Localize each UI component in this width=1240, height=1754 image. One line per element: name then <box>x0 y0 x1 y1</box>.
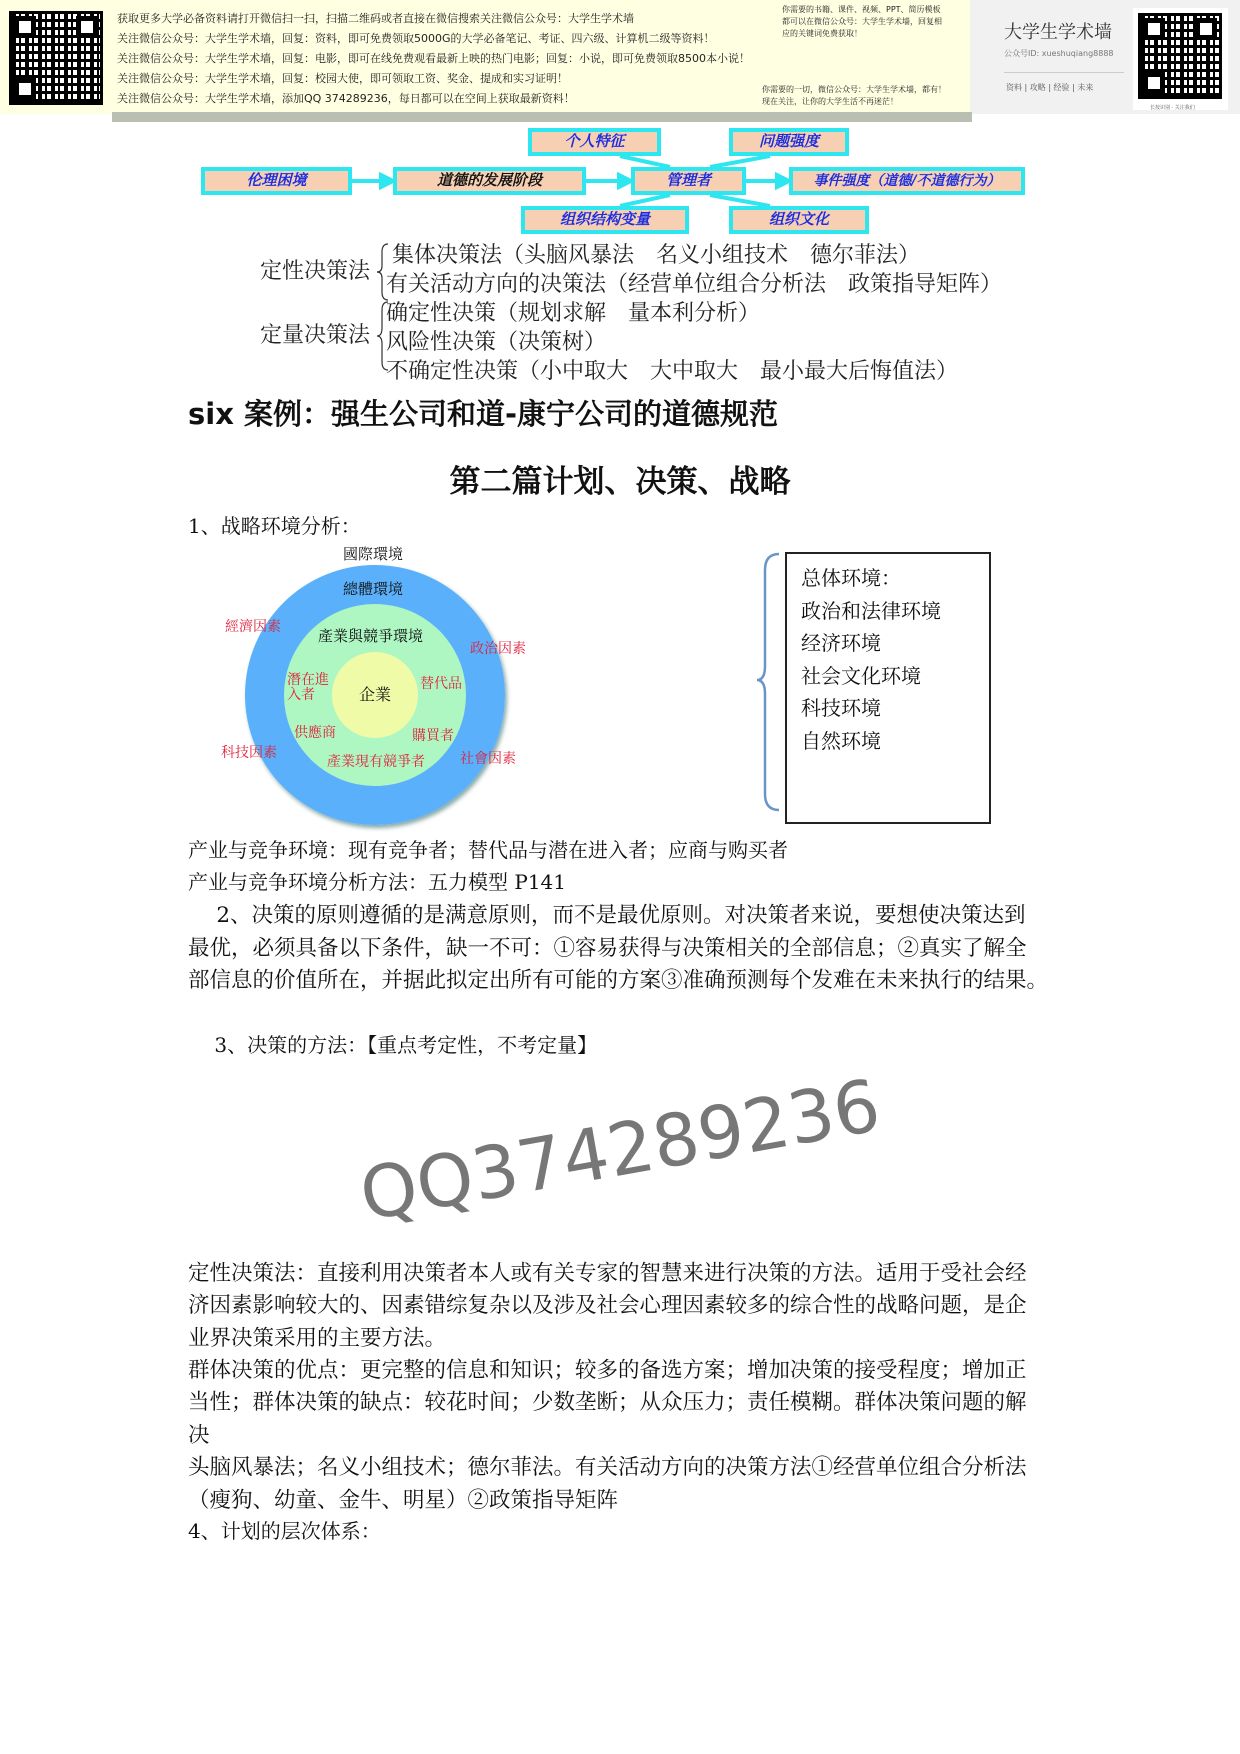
political-factor-label: 政治因素 <box>470 641 526 657</box>
paragraph-line: 产业与竞争环境分析方法：五力模型 P141 <box>188 870 566 894</box>
banner-line: 关注微信公众号：大学生学术墙，回复：校园大使，即可领取工资、奖金、提成和实习证明！ <box>117 72 568 85</box>
tech-factor-label: 科技因素 <box>221 745 277 761</box>
quantitative-item: 确定性决策（规划求解 量本利分析） <box>386 301 761 326</box>
substitutes-label: 替代品 <box>420 676 462 692</box>
banner-line: 关注微信公众号：大学生学术墙，回复：资料，即可免费领取5000G的大学必备笔记、考证、四六级、计算机二级等资料！ <box>117 32 715 45</box>
env-list-item: 自然环境 <box>801 728 881 753</box>
qualitative-item: 有关活动方向的决策法（经营单位组合分析法 政策指导矩阵） <box>386 272 1003 297</box>
industry-env-label: 產業與競爭環境 <box>318 627 424 645</box>
quantitative-item: 风险性决策（决策树） <box>386 330 607 355</box>
box-issue-intensity: 问题强度 <box>729 128 849 156</box>
box-issue-intensity-behavior: 事件强度（道德/不道德行为） <box>789 167 1025 195</box>
general-env-label: 總體環境 <box>343 580 404 598</box>
card-title: 大学生学术墙 <box>1004 22 1112 43</box>
box-org-culture: 组织文化 <box>729 206 869 234</box>
economic-factor-label: 經濟因素 <box>225 619 281 635</box>
env-list-item: 经济环境 <box>801 631 881 655</box>
paragraph-line: 群体决策的优点：更完整的信息和知识；较多的备选方案；增加决策的接受程度；增加正 <box>188 1358 1027 1383</box>
paragraph-line: 业界决策采用的主要方法。 <box>188 1326 447 1351</box>
paragraph-line: 头脑风暴法；名义小组技术；德尔菲法。有关活动方向的决策方法①经营单位组合分析法 <box>188 1455 1027 1480</box>
paragraph-line: （瘦狗、幼童、金牛、明星）②政策指导矩阵 <box>188 1488 619 1513</box>
banner-line: 关注微信公众号：大学生学术墙，添加QQ 374289236，每日都可以在空间上获取最新资料！ <box>117 92 575 105</box>
env-list-item: 总体环境： <box>801 566 901 590</box>
brace-environment <box>755 550 785 830</box>
box-personal-traits: 个人特征 <box>528 128 661 156</box>
paragraph-line: 2、决策的原则遵循的是满意原则，而不是最优原则。对决策者来说，要想使决策达到 <box>188 903 1026 928</box>
enterprise-label: 企業 <box>359 685 392 704</box>
suppliers-label: 供應商 <box>294 725 336 741</box>
banner-right-bottom: 你需要的一切，微信公众号：大学生学术墙，都有！ 现在关注，让你的大学生活不再迷茫！ <box>762 85 946 106</box>
paragraph-line: 定性决策法：直接利用决策者本人或有关专家的智慧来进行决策的方法。适用于受社会经 <box>188 1261 1027 1286</box>
general-environment-list <box>785 552 991 824</box>
env-list-item: 社会文化环境 <box>801 663 921 688</box>
section-heading: 1、战略环境分析： <box>188 514 361 538</box>
quantitative-item: 不确定性决策（小中取大 大中取大 最小最大后悔值法） <box>386 359 959 384</box>
paragraph-line: 最优，必须具备以下条件，缺一不可：①容易获得与决策相关的全部信息；②真实了解全 <box>188 936 1027 961</box>
international-env-label: 國際環境 <box>343 545 404 563</box>
box-moral-development: 道德的发展阶段 <box>393 167 586 195</box>
card-links: 资料 | 攻略 | 经验 | 未来 <box>1006 83 1094 92</box>
quantitative-label: 定量决策法 <box>260 323 371 348</box>
buyers-label: 購買者 <box>412 728 454 744</box>
section-heading: 3、决策的方法：【重点考定性，不考定量】 <box>188 1033 598 1057</box>
paragraph-line: 产业与竞争环境：现有竞争者；替代品与潜在进入者；应商与购买者 <box>188 838 788 862</box>
section-heading: 4、计划的层次体系： <box>188 1519 381 1543</box>
entrants-label: 潛在進入者 <box>287 672 329 703</box>
card-id: 公众号ID: xueshuqiang8888 <box>1004 49 1114 58</box>
paragraph-line: 当性；群体决策的缺点：较花时间；少数垄断；从众压力；责任模糊。群体决策问题的解 <box>188 1390 1027 1415</box>
banner-line: 关注微信公众号：大学生学术墙，回复：电影，即可在线免费观看最新上映的热门电影；回复：小说，即可免费领取8500本小说！ <box>117 52 750 65</box>
watermark: QQ374289236 <box>353 1063 887 1237</box>
box-ethical-dilemma: 伦理困境 <box>201 167 352 195</box>
qualitative-item: 集体决策法（头脑风暴法 名义小组技术 德尔菲法） <box>392 243 921 268</box>
rivals-label: 產業現有競爭者 <box>327 754 425 770</box>
env-list-item: 政治和法律环境 <box>801 598 941 623</box>
social-factor-label: 社會因素 <box>460 751 516 767</box>
qualitative-label: 定性决策法 <box>260 259 371 284</box>
box-manager: 管理者 <box>631 167 746 195</box>
env-list-item: 科技环境 <box>801 696 881 720</box>
diagram-arrows <box>0 0 1240 400</box>
banner-line: 获取更多大学必备资料请打开微信扫一扫，扫描二维码或者直接在微信搜索关注微信公众号：大学生学术墙 <box>117 12 634 25</box>
paragraph-line: 部信息的价值所在，并据此拟定出所有可能的方案③准确预测每个发难在未来执行的结果。 <box>188 968 1049 993</box>
box-org-structure: 组织结构变量 <box>521 206 689 234</box>
card-caption: 长按识别 · 关注我们 <box>1150 105 1195 111</box>
paragraph-line: 决 <box>188 1423 210 1448</box>
part-title: 第二篇计划、决策、战略 <box>449 464 791 500</box>
paragraph-line: 济因素影响较大的、因素错综复杂以及涉及社会心理因素较多的综合性的战略问题，是企 <box>188 1293 1027 1318</box>
case-heading: six 案例：强生公司和道-康宁公司的道德规范 <box>188 397 779 431</box>
banner-right-top: 你需要的书籍、课件、视频、PPT、简历模板 都可以在微信公众号：大学生学术墙，回复相 应的关键词免费获取！ <box>782 5 942 38</box>
